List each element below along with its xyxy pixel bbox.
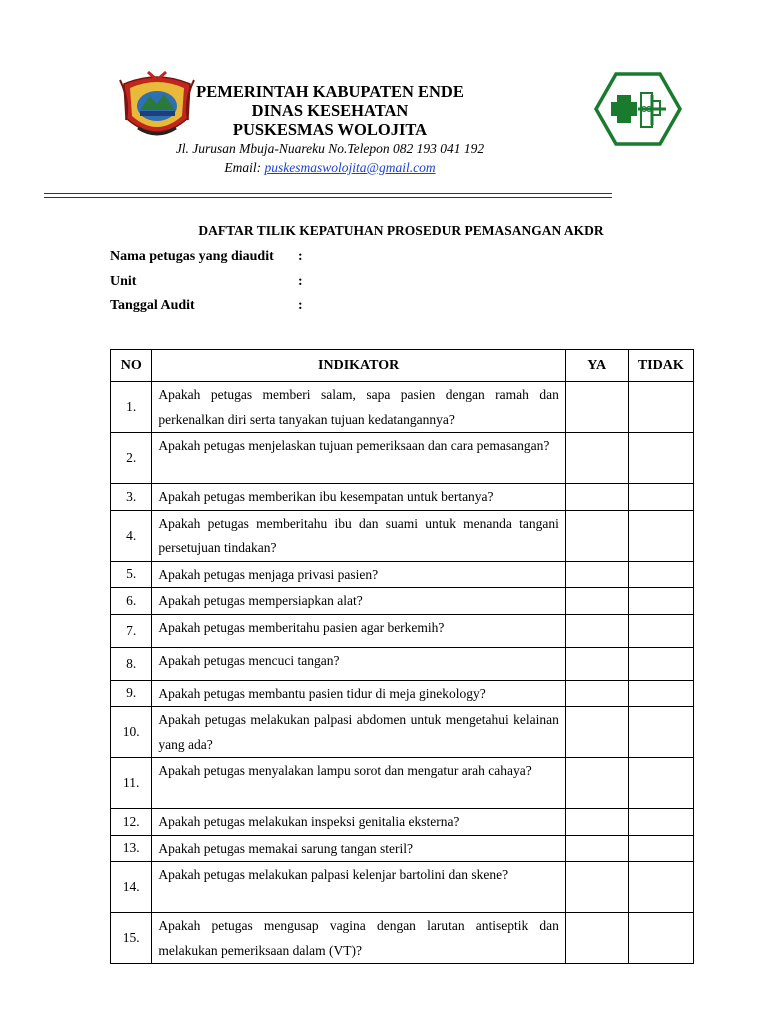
puskesmas-cross-emblem-icon [594, 71, 682, 147]
row-number: 15. [111, 913, 152, 964]
table-row [111, 510, 694, 561]
ya-checkbox-cell[interactable] [565, 588, 628, 615]
table-row [111, 913, 694, 964]
header-clinic: PUSKESMAS WOLOJITA [232, 120, 428, 139]
ya-checkbox-cell[interactable] [565, 707, 628, 758]
ya-checkbox-cell[interactable] [565, 913, 628, 964]
tidak-checkbox-cell[interactable] [628, 680, 693, 707]
table-header-row [111, 350, 694, 382]
row-indicator: Apakah petugas memberi salam, sapa pasien dengan ramah dan perkenalkan diri serta tanyakan tujuan kedatangannya? [152, 382, 565, 433]
tidak-checkbox-cell[interactable] [628, 382, 693, 433]
row-number: 6. [111, 588, 152, 615]
row-number: 5. [111, 561, 152, 588]
table-row [111, 614, 694, 647]
tidak-checkbox-cell[interactable] [628, 758, 693, 809]
row-number: 3. [111, 484, 152, 511]
table-row [111, 647, 694, 680]
row-indicator: Apakah petugas menjaga privasi pasien? [152, 561, 565, 588]
checklist-table [110, 349, 694, 964]
ya-checkbox-cell[interactable] [565, 561, 628, 588]
header-address: Jl. Jurusan Mbuja-Nuareku No.Telepon 082 193 041 192 [175, 141, 485, 156]
header-divider-thin [44, 197, 612, 198]
letterhead [140, 82, 520, 177]
table-row [111, 707, 694, 758]
ya-checkbox-cell[interactable] [565, 484, 628, 511]
row-indicator: Apakah petugas melakukan palpasi kelenjar bartolini dan skene? [152, 862, 565, 913]
field-colon: : [298, 274, 303, 289]
table-row [111, 835, 694, 862]
tidak-checkbox-cell[interactable] [628, 862, 693, 913]
row-number: 14. [111, 862, 152, 913]
table-row [111, 382, 694, 433]
row-number: 8. [111, 647, 152, 680]
header-no: NO [111, 350, 152, 382]
tidak-checkbox-cell[interactable] [628, 484, 693, 511]
tidak-checkbox-cell[interactable] [628, 707, 693, 758]
row-number: 2. [111, 433, 152, 484]
ya-checkbox-cell[interactable] [565, 647, 628, 680]
row-indicator: Apakah petugas mencuci tangan? [152, 647, 565, 680]
ya-checkbox-cell[interactable] [565, 382, 628, 433]
form-title: DAFTAR TILIK KEPATUHAN PROSEDUR PEMASANGAN AKDR [198, 223, 604, 238]
table-row [111, 433, 694, 484]
header-email-line [140, 158, 520, 177]
row-number: 11. [111, 758, 152, 809]
field-colon: : [298, 249, 303, 264]
tidak-checkbox-cell[interactable] [628, 433, 693, 484]
ya-checkbox-cell[interactable] [565, 758, 628, 809]
row-indicator: Apakah petugas menyalakan lampu sorot dan mengatur arah cahaya? [152, 758, 565, 809]
row-number: 13. [111, 835, 152, 862]
ya-checkbox-cell[interactable] [565, 510, 628, 561]
tidak-checkbox-cell[interactable] [628, 913, 693, 964]
table-row [111, 809, 694, 836]
field-audit-date [110, 298, 303, 314]
header-indikator: INDIKATOR [152, 350, 565, 382]
field-label: Nama petugas yang diaudit [110, 249, 274, 264]
row-indicator: Apakah petugas membantu pasien tidur di meja ginekology? [152, 680, 565, 707]
email-label: Email: [224, 160, 265, 175]
row-indicator: Apakah petugas memberitahu ibu dan suami untuk menanda tangani persetujuan tindakan? [152, 510, 565, 561]
ya-checkbox-cell[interactable] [565, 614, 628, 647]
tidak-checkbox-cell[interactable] [628, 510, 693, 561]
tidak-checkbox-cell[interactable] [628, 614, 693, 647]
row-indicator: Apakah petugas melakukan palpasi abdomen untuk mengetahui kelainan yang ada? [152, 707, 565, 758]
row-number: 9. [111, 680, 152, 707]
tidak-checkbox-cell[interactable] [628, 588, 693, 615]
email-link[interactable]: puskesmaswolojita@gmail.com [264, 160, 436, 175]
row-indicator: Apakah petugas melakukan inspeksi genitalia eksterna? [152, 809, 565, 836]
ya-checkbox-cell[interactable] [565, 809, 628, 836]
field-colon: : [298, 298, 303, 313]
row-number: 10. [111, 707, 152, 758]
tidak-checkbox-cell[interactable] [628, 647, 693, 680]
header-department: DINAS KESEHATAN [251, 101, 409, 120]
ya-checkbox-cell[interactable] [565, 862, 628, 913]
ya-checkbox-cell[interactable] [565, 680, 628, 707]
ya-checkbox-cell[interactable] [565, 433, 628, 484]
field-label: Tanggal Audit [110, 298, 195, 313]
field-label: Unit [110, 274, 137, 289]
header-divider-thick [44, 193, 612, 194]
row-indicator: Apakah petugas mengusap vagina dengan larutan antiseptik dan melakukan pemeriksaan dalam (VT)? [152, 913, 565, 964]
row-number: 4. [111, 510, 152, 561]
table-row [111, 758, 694, 809]
row-indicator: Apakah petugas memberitahu pasien agar berkemih? [152, 614, 565, 647]
row-indicator: Apakah petugas mempersiapkan alat? [152, 588, 565, 615]
row-number: 1. [111, 382, 152, 433]
ya-checkbox-cell[interactable] [565, 835, 628, 862]
field-auditee-name [110, 249, 303, 265]
table-row [111, 862, 694, 913]
row-indicator: Apakah petugas memberikan ibu kesempatan untuk bertanya? [152, 484, 565, 511]
table-row [111, 561, 694, 588]
tidak-checkbox-cell[interactable] [628, 809, 693, 836]
table-row [111, 484, 694, 511]
table-row [111, 588, 694, 615]
header-tidak: TIDAK [628, 350, 693, 382]
tidak-checkbox-cell[interactable] [628, 561, 693, 588]
row-number: 12. [111, 809, 152, 836]
row-indicator: Apakah petugas menjelaskan tujuan pemeriksaan dan cara pemasangan? [152, 433, 565, 484]
tidak-checkbox-cell[interactable] [628, 835, 693, 862]
row-number: 7. [111, 614, 152, 647]
header-ya: YA [565, 350, 628, 382]
row-indicator: Apakah petugas memakai sarung tangan steril? [152, 835, 565, 862]
table-row [111, 680, 694, 707]
header-government: PEMERINTAH KABUPATEN ENDE [196, 82, 464, 101]
field-unit [110, 274, 303, 290]
